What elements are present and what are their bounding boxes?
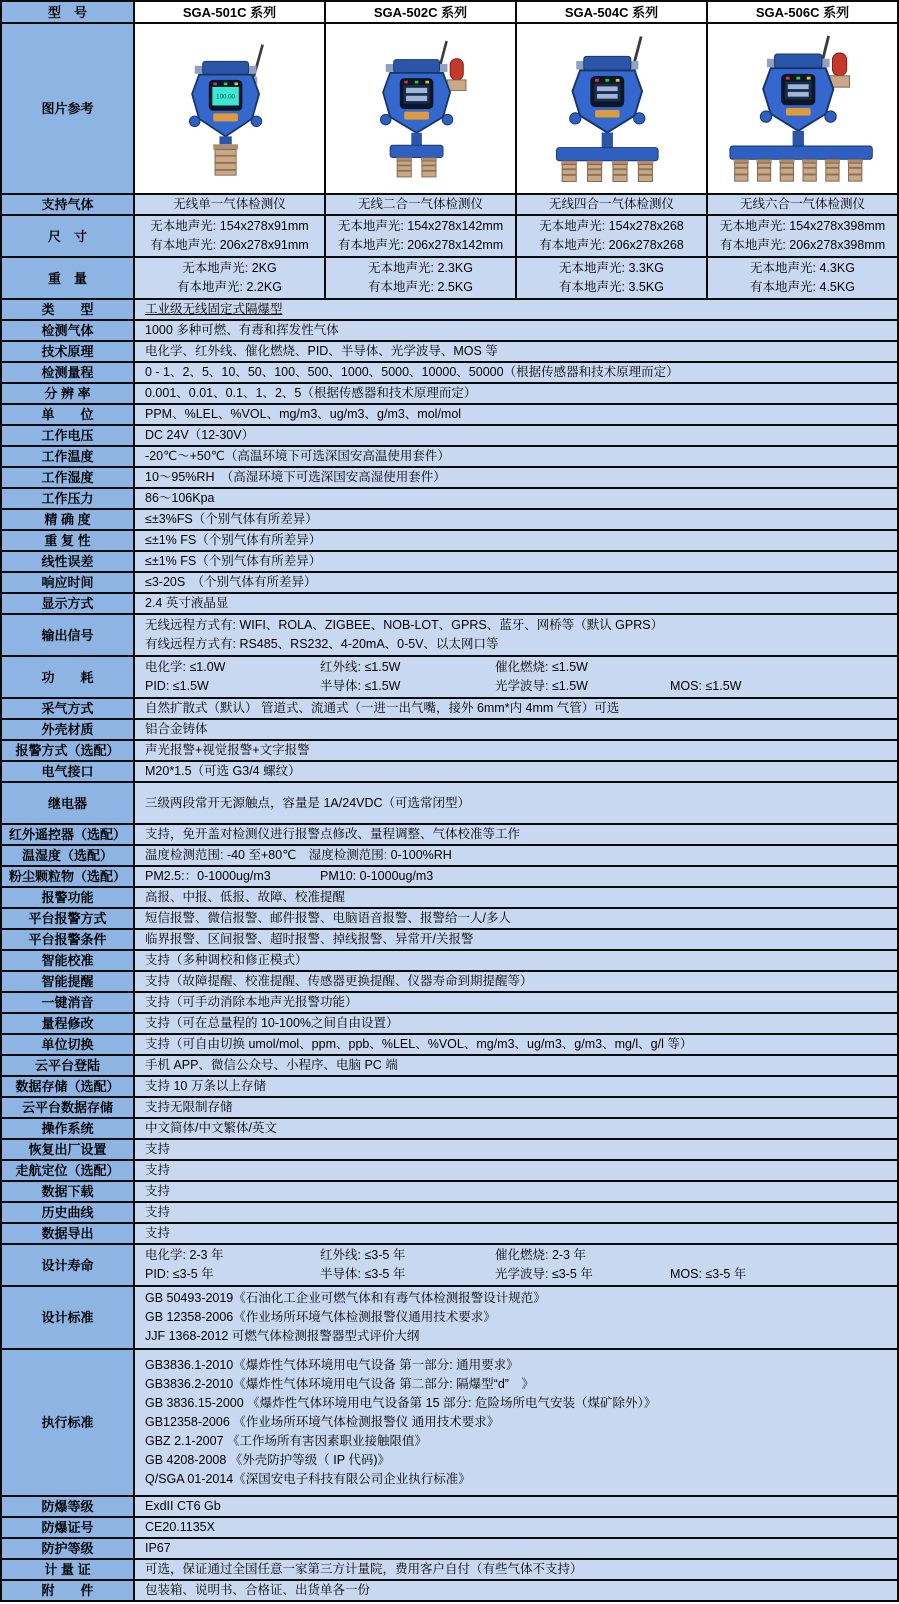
value-line: 无线远程方式有: WIFI、ROLA、ZIGBEE、NOB-LOT、GPRS、蓝牙、网桥等（默认 GPRS） [145,618,664,632]
row-label: 技术原理 [2,342,135,361]
row-value [135,951,897,970]
row-value [135,468,897,487]
table-row [2,1180,897,1201]
table-row [2,424,897,445]
table-row-weight [2,256,897,298]
value-line: 有本地声光: 206x278x398mm [719,238,886,252]
value-segment: 催化燃烧: ≤1.5W [495,660,588,674]
table-row [2,319,897,340]
value-line: GB3836.1-2010《爆炸性气体环境用电气设备 第一部分: 通用要求》 [145,1358,519,1372]
model-header-sga-506c: SGA-506C 系列 [706,2,897,22]
value-line: JJF 1368-2012 可燃气体检测报警器型式评价大纲 [145,1329,420,1343]
row-value [135,489,897,508]
row-value [135,1350,897,1495]
weight-cell [706,258,897,298]
spec-rows [2,298,897,1600]
row-label: 继电器 [2,783,135,823]
value-line: GB 50493-2019《石油化工企业可燃气体和有毒气体检测报警设计规范》 [145,1291,546,1305]
row-value [135,993,897,1012]
value-line: 有本地声光: 206x278x142mm [337,238,504,252]
table-row [2,697,897,718]
row-value [135,699,897,718]
value-line: 三级两段常开无源触点，容量是 1A/24VDC（可选常闭型） [145,795,471,810]
value-line: 有本地声光: 206x278x268 [539,238,684,252]
row-label: 重 复 性 [2,531,135,550]
table-row [2,508,897,529]
row-value [135,1056,897,1075]
value-line: 1000 多种可燃、有毒和挥发性气体 [145,323,339,337]
model-header-sga-504c: SGA-504C 系列 [515,2,706,22]
row-value [135,1581,897,1600]
value-line: 无本地声光: 154x278x268 [539,219,684,233]
value-line: 支持 [145,1163,171,1177]
row-label: 防爆等级 [2,1497,135,1516]
value-line: 有本地声光: 4.5KG [750,280,855,294]
value-line [145,867,897,886]
table-row [2,403,897,424]
value-segment: 红外线: ≤1.5W [320,660,401,674]
row-value [135,552,897,571]
row-label: 检测量程 [2,363,135,382]
value-line: 支持，免开盖对检测仪进行报警点修改、量程调整、气体校准等工作 [145,827,521,841]
row-value [135,363,897,382]
value-line: 温度检测范围: -40 至+80℃ 湿度检测范围: 0-100%RH [145,848,452,862]
detector-6-sensors-with-beacon-image [719,34,887,184]
value-line: 支持 [145,1226,171,1240]
row-value [135,1161,897,1180]
table-row [2,550,897,571]
value-line: 有本地声光: 206x278x91mm [150,238,309,252]
detector-4-sensors-image [532,34,692,184]
table-row [2,970,897,991]
value-line: ≤±3%FS（个别气体有所差异） [145,512,318,526]
image-row-label: 图片参考 [2,24,135,193]
value-line: 可选，保证通过全国任意一家第三方计量院，费用客户自付（有些气体不支持） [145,1562,583,1576]
value-line: 有本地声光: 2.2KG [177,280,282,294]
detector-single-sensor-image [155,34,305,184]
row-value [135,1245,897,1285]
row-value [135,615,897,655]
row-label: 工作温度 [2,447,135,466]
value-segment: PID: ≤1.5W [145,679,209,693]
value-segment: PM2.5:：0-1000ug/m3 [145,869,271,883]
row-value [135,1497,897,1516]
row-value [135,447,897,466]
table-row [2,655,897,697]
row-value [135,1539,897,1558]
row-label: 功 耗 [2,657,135,697]
value-segment: 光学波导: ≤1.5W [495,679,588,693]
row-value [135,384,897,403]
value-line: 无本地声光: 154x278x142mm [337,219,504,233]
table-row [2,928,897,949]
value-segment: 电化学: 2-3 年 [145,1248,224,1262]
row-value [135,1224,897,1243]
row-label: 支持气体 [2,195,135,214]
product-image-cell [515,24,706,193]
row-label: 计 量 证 [2,1560,135,1579]
type-link[interactable]: 工业级无线固定式隔爆型 [145,302,283,316]
value-line [145,658,897,677]
row-label: 响应时间 [2,573,135,592]
value-line: 电化学、红外线、催化燃烧、PID、半导体、光学波导、MOS 等 [145,344,498,358]
value-line: ≤±1% FS（个别气体有所差异） [145,533,322,547]
value-line: 无本地声光: 2KG [182,261,277,275]
value-line: 支持（可在总量程的 10-100%之间自由设置） [145,1016,399,1030]
row-value [135,1014,897,1033]
value-line: 手机 APP、微信公众号、小程序、电脑 PC 端 [145,1058,398,1072]
row-value [135,300,897,319]
row-label: 粉尘颗粒物（选配） [2,867,135,886]
product-image-cell [706,24,897,193]
row-label: 设计标准 [2,1287,135,1348]
table-row [2,1159,897,1180]
row-label: 电气接口 [2,762,135,781]
row-label: 采气方式 [2,699,135,718]
row-label: 云平台数据存储 [2,1098,135,1117]
row-value [135,342,897,361]
table-header-row [2,2,897,22]
value-line [145,1265,897,1284]
row-value [135,1035,897,1054]
value-segment: 光学波导: ≤3-5 年 [495,1267,593,1281]
table-row [2,1537,897,1558]
value-line: 有本地声光: 2.5KG [368,280,473,294]
value-line: GBZ 2.1-2007 《工作场所有害因素职业接触限值》 [145,1434,427,1448]
row-label: 走航定位（选配） [2,1161,135,1180]
table-row [2,886,897,907]
row-label: 附 件 [2,1581,135,1600]
row-value [135,1182,897,1201]
value-line: 自然扩散式（默认） 管道式、流通式（一进一出气嘴，接外 6mm*内 4mm 气管）可选 [145,701,620,715]
table-row [2,823,897,844]
value-line: ≤3-20S （个别气体有所差异） [145,575,317,589]
table-row [2,613,897,655]
row-value [135,573,897,592]
table-row [2,1138,897,1159]
table-row [2,361,897,382]
value-line: 临界报警、区间报警、超时报警、掉线报警、异常开/关报警 [145,932,474,946]
row-value [135,930,897,949]
table-row-supported-gas [2,193,897,214]
value-line: 无本地声光: 4.3KG [750,261,855,275]
table-row [2,1579,897,1600]
table-row [2,781,897,823]
table-row [2,844,897,865]
row-value [135,510,897,529]
table-row [2,1075,897,1096]
row-value [135,720,897,739]
row-label: 数据导出 [2,1224,135,1243]
value-line: 支持（故障提醒、校准提醒、传感器更换提醒、仪器寿命到期提醒等） [145,974,533,988]
row-value [135,741,897,760]
table-row [2,571,897,592]
row-label: 设计寿命 [2,1245,135,1285]
table-row [2,1222,897,1243]
table-row [2,739,897,760]
row-label: 尺 寸 [2,216,135,256]
value-line: 2.4 英寸液晶显 [145,596,229,610]
row-label: 智能校准 [2,951,135,970]
row-label: 报警方式（选配） [2,741,135,760]
value-segment: MOS: ≤3-5 年 [670,1267,747,1281]
value-line [145,677,897,696]
value-line: DC 24V（12-30V） [145,428,255,442]
row-value [135,867,897,886]
value-line [145,1246,897,1265]
table-row [2,1201,897,1222]
supported-gas-cell: 无线四合一气体检测仪 [515,195,706,214]
row-label: 单 位 [2,405,135,424]
row-label: 智能提醒 [2,972,135,991]
table-row [2,1054,897,1075]
size-cell [706,216,897,256]
table-row [2,760,897,781]
value-line: 有线远程方式有: RS485、RS232、4-20mA、0-5V、以太网口等 [145,637,499,651]
row-value [135,846,897,865]
table-row [2,487,897,508]
row-label: 防护等级 [2,1539,135,1558]
table-row [2,1348,897,1495]
row-label: 恢复出厂设置 [2,1140,135,1159]
row-value [135,1287,897,1348]
value-line: 支持 [145,1205,171,1219]
table-row [2,1243,897,1285]
weight-cell [135,258,324,298]
row-label: 线性误差 [2,552,135,571]
value-line: M20*1.5（可选 G3/4 螺纹） [145,764,301,778]
row-label: 平台报警方式 [2,909,135,928]
model-header-sga-501c: SGA-501C 系列 [135,2,324,22]
row-value [135,888,897,907]
row-label: 执行标准 [2,1350,135,1495]
table-row [2,466,897,487]
row-value [135,762,897,781]
table-row [2,1495,897,1516]
row-label: 精 确 度 [2,510,135,529]
table-row [2,298,897,319]
row-value [135,531,897,550]
model-header-sga-502c: SGA-502C 系列 [324,2,515,22]
value-line: -20℃～+50℃（高温环境下可选深国安高温使用套件） [145,449,450,463]
table-row [2,718,897,739]
table-row [2,529,897,550]
row-label: 温湿度（选配） [2,846,135,865]
row-value [135,1140,897,1159]
row-value [135,825,897,844]
table-row [2,1096,897,1117]
row-label: 平台报警条件 [2,930,135,949]
row-label: 类 型 [2,300,135,319]
weight-cell [324,258,515,298]
row-label: 检测气体 [2,321,135,340]
header-label: 型 号 [2,2,135,22]
table-row [2,1558,897,1579]
value-line: 无本地声光: 154x278x91mm [150,219,309,233]
image-row [2,22,897,193]
value-line: 包装箱、说明书、合格证、出货单各一份 [145,1583,371,1597]
table-row [2,592,897,613]
value-line: 无本地声光: 2.3KG [368,261,473,275]
row-value [135,657,897,697]
value-line: 支持无限制存储 [145,1100,233,1114]
row-label: 红外遥控器（选配） [2,825,135,844]
value-segment: PM10: 0-1000ug/m3 [320,869,434,883]
row-value [135,1203,897,1222]
value-line: 10～95%RH （高湿环境下可选深国安高湿使用套件） [145,470,446,484]
row-label: 工作湿度 [2,468,135,487]
row-value [135,1518,897,1537]
row-label: 重 量 [2,258,135,298]
size-cell [135,216,324,256]
value-line: GB12358-2006 《作业场所环境气体检测报警仪 通用技术要求》 [145,1415,500,1429]
value-line: 支持（多种调校和修正模式） [145,953,308,967]
weight-cell [515,258,706,298]
value-line: 支持 [145,1184,171,1198]
table-row [2,949,897,970]
table-row [2,991,897,1012]
row-label: 外壳材质 [2,720,135,739]
value-line: 86～106Kpa [145,491,215,505]
value-line: GB 4208-2008 《外壳防护等级（ IP 代码)》 [145,1453,390,1467]
value-line: 有本地声光: 3.5KG [559,280,664,294]
value-line: 短信报警、微信报警、邮件报警、电脑语音报警、报警给一人/多人 [145,911,511,925]
value-line: GB 12358-2006《作业场所环境气体检测报警仪通用技术要求》 [145,1310,496,1324]
table-row [2,445,897,466]
table-row [2,865,897,886]
row-label: 数据下载 [2,1182,135,1201]
row-value [135,594,897,613]
value-line: 高报、中报、低报、故障、校准提醒 [145,890,346,904]
value-line: 无本地声光: 154x278x398mm [719,219,886,233]
value-line: CE20.1135X [145,1520,215,1534]
row-value [135,405,897,424]
value-segment: 电化学: ≤1.0W [145,660,226,674]
table-row [2,382,897,403]
value-line: 支持（可手动消除本地声光报警功能） [145,995,358,1009]
value-line: ≤±1% FS（个别气体有所差异） [145,554,322,568]
row-label: 单位切换 [2,1035,135,1054]
value-segment: PID: ≤3-5 年 [145,1267,214,1281]
row-label: 分 辨 率 [2,384,135,403]
detector-2-sensors-with-beacon-image [346,34,496,184]
row-label: 显示方式 [2,594,135,613]
value-line: 支持 [145,1142,171,1156]
table-row-size [2,214,897,256]
value-line: 中文简体/中文繁体/英文 [145,1121,277,1135]
row-value [135,1119,897,1138]
value-segment: 半导体: ≤3-5 年 [320,1267,406,1281]
row-label: 操作系统 [2,1119,135,1138]
table-row [2,1516,897,1537]
row-value [135,909,897,928]
row-label: 输出信号 [2,615,135,655]
supported-gas-cell: 无线二合一气体检测仪 [324,195,515,214]
row-label: 量程修改 [2,1014,135,1033]
value-line: 支持（可自由切换 umol/mol、ppm、ppb、%LEL、%VOL、mg/m3、ug/m3、g/m3、mg/l、g/l 等） [145,1037,693,1051]
row-value [135,1560,897,1579]
row-label: 历史曲线 [2,1203,135,1222]
value-line: 支持 10 万条以上存储 [145,1079,266,1093]
detector-screen-text: 100.00 [215,92,235,100]
value-segment: 红外线: ≤3-5 年 [320,1248,406,1262]
supported-gas-cell: 无线单一气体检测仪 [135,195,324,214]
value-segment: 催化燃烧: 2-3 年 [495,1248,586,1262]
row-label: 数据存储（选配） [2,1077,135,1096]
table-row [2,1012,897,1033]
row-value [135,321,897,340]
table-row [2,1117,897,1138]
value-line: 0.001、0.01、0.1、1、2、5（根据传感器和技术原理而定） [145,386,477,400]
row-label: 一键消音 [2,993,135,1012]
value-line: 0 - 1、2、5、10、50、100、500、1000、5000、10000、50000（根据传感器和技术原理而定） [145,365,679,379]
row-label: 工作压力 [2,489,135,508]
row-value [135,1077,897,1096]
table-row [2,1033,897,1054]
size-cell [515,216,706,256]
value-line: GB 3836.15-2000 《爆炸性气体环境用电气设备第 15 部分: 危险场所电气安装（煤矿除外）》 [145,1396,657,1410]
row-value [135,426,897,445]
row-value [135,783,897,823]
table-row [2,340,897,361]
table-row [2,907,897,928]
row-label: 防爆证号 [2,1518,135,1537]
value-line: ExdII CT6 Gb [145,1499,221,1513]
row-value [135,1098,897,1117]
value-line: 铝合金铸体 [145,722,208,736]
value-line: GB3836.2-2010《爆炸性气体环境用电气设备 第二部分: 隔爆型“d” 》 [145,1377,534,1391]
value-line: 声光报警+视觉报警+文字报警 [145,743,310,757]
row-label: 云平台登陆 [2,1056,135,1075]
row-label: 报警功能 [2,888,135,907]
row-value [135,972,897,991]
value-line: PPM、%LEL、%VOL、mg/m3、ug/m3、g/m3、mol/mol [145,407,462,421]
row-label: 工作电压 [2,426,135,445]
value-segment: 半导体: ≤1.5W [320,679,401,693]
value-line: IP67 [145,1541,171,1555]
value-line: Q/SGA 01-2014《深国安电子科技有限公司企业执行标准》 [145,1472,471,1486]
supported-gas-cell: 无线六合一气体检测仪 [706,195,897,214]
table-row [2,1285,897,1348]
size-cell [324,216,515,256]
value-line: 无本地声光: 3.3KG [559,261,664,275]
product-image-cell [135,24,324,193]
product-image-cell [324,24,515,193]
value-segment: MOS: ≤1.5W [670,679,742,693]
